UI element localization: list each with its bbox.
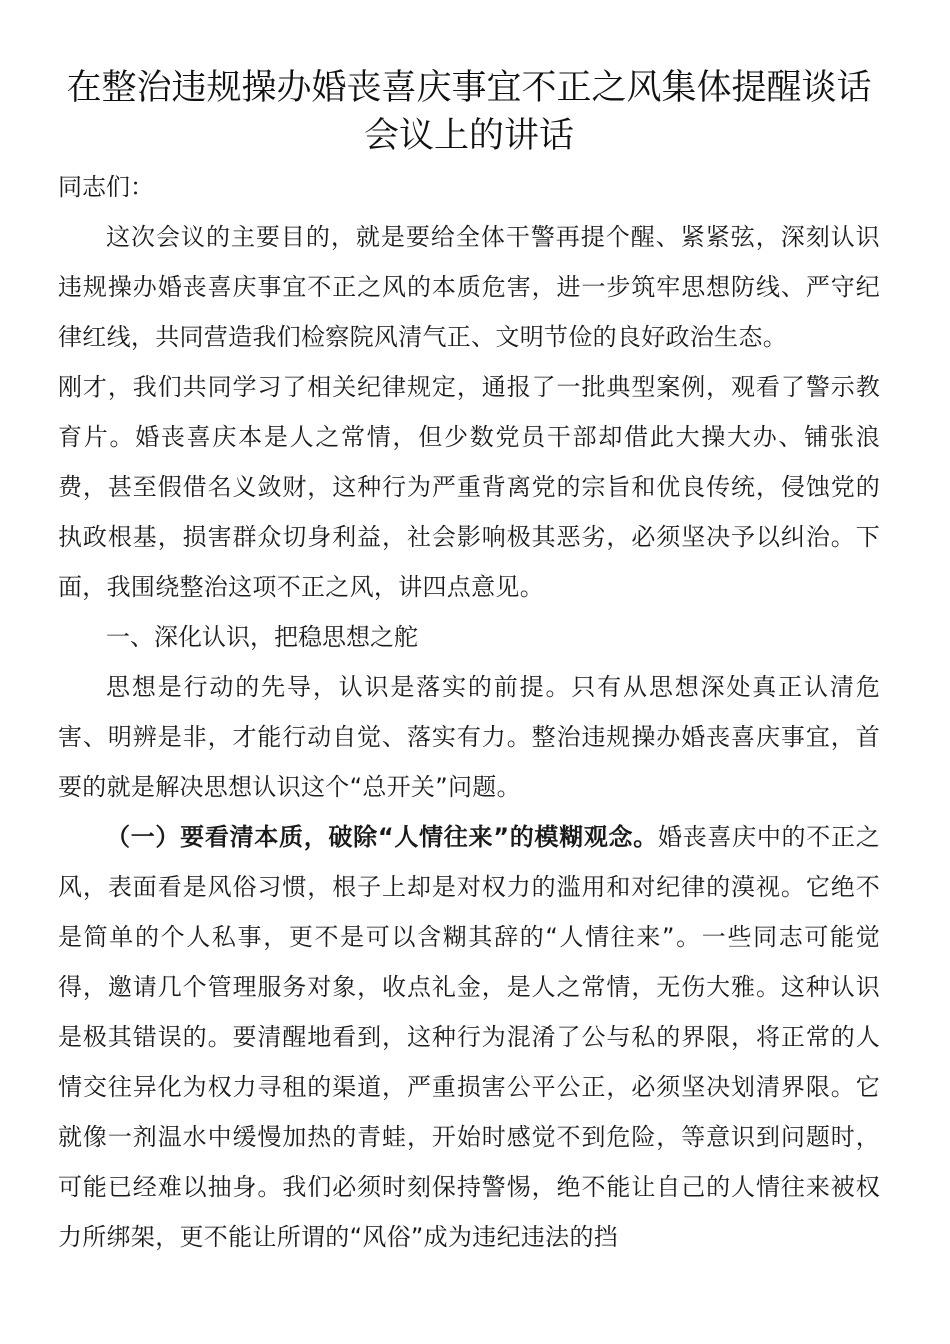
document-page — [58, 64, 880, 1262]
subsection-1-text: 婚丧喜庆中的不正之风，表面看是风俗习惯，根子上却是对权力的滥用和对纪律的漠视。它绝不是简单的个人私事，更不是可以含糊其辞的“人情往来”。一些同志可能觉得，邀请几个管理服务对象，收点礼金，是人之常情，无伤大雅。这种认识是极其错误的。要清醒地看到，这种行为混淆了公与私的界限，将正常的人情交往异化为权力寻租的渠道，严重损害公平公正，必须坚决划清界限。它就像一剂温水中缓慢加热的青蛙，开始时感觉不到危险，等意识到问题时，可能已经难以抽身。我们必须时刻保持警惕，绝不能让自己的人情往来被权力所绑架，更不能让所谓的“风俗”成为违纪违法的挡 — [58, 823, 880, 1251]
paragraph-subsection-1 — [58, 812, 880, 1262]
subsection-1-lead: （一）要看清本质，破除“人情往来”的模糊观念。 — [106, 823, 658, 851]
paragraph-intro: 这次会议的主要目的，就是要给全体干警再提个醒、紧紧弦，深刻认识违规操办婚丧喜庆事宜不正之风的本质危害，进一步筑牢思想防线、严守纪律红线，共同营造我们检察院风清气正、文明节俭的良好政治生态。 — [58, 223, 880, 351]
paragraph-context: 刚才，我们共同学习了相关纪律规定，通报了一批典型案例，观看了警示教育片。婚丧喜庆本是人之常情，但少数党员干部却借此大操大办、铺张浪费，甚至假借名义敛财，这种行为严重背离党的宗旨和优良传统，侵蚀党的执政根基，损害群众切身利益，社会影响极其恶劣，必须坚决予以纠治。下面，我围绕整治这项不正之风，讲四点意见。 — [58, 373, 880, 601]
document-title — [38, 64, 900, 160]
salutation: 同志们： — [58, 173, 154, 201]
section-heading-1: 一、深化认识，把稳思想之舵 — [106, 623, 418, 651]
title-line-2: 会议上的讲话 — [363, 116, 574, 156]
title-line-1: 在整治违规操办婚丧喜庆事宜不正之风集体提醒谈话 — [66, 68, 872, 108]
paragraph-section-1-intro: 思想是行动的先导，认识是落实的前提。只有从思想深处真正认清危害、明辨是非，才能行动自觉、落实有力。整治违规操办婚丧喜庆事宜，首要的就是解决思想认识这个“总开关”问题。 — [58, 673, 880, 801]
